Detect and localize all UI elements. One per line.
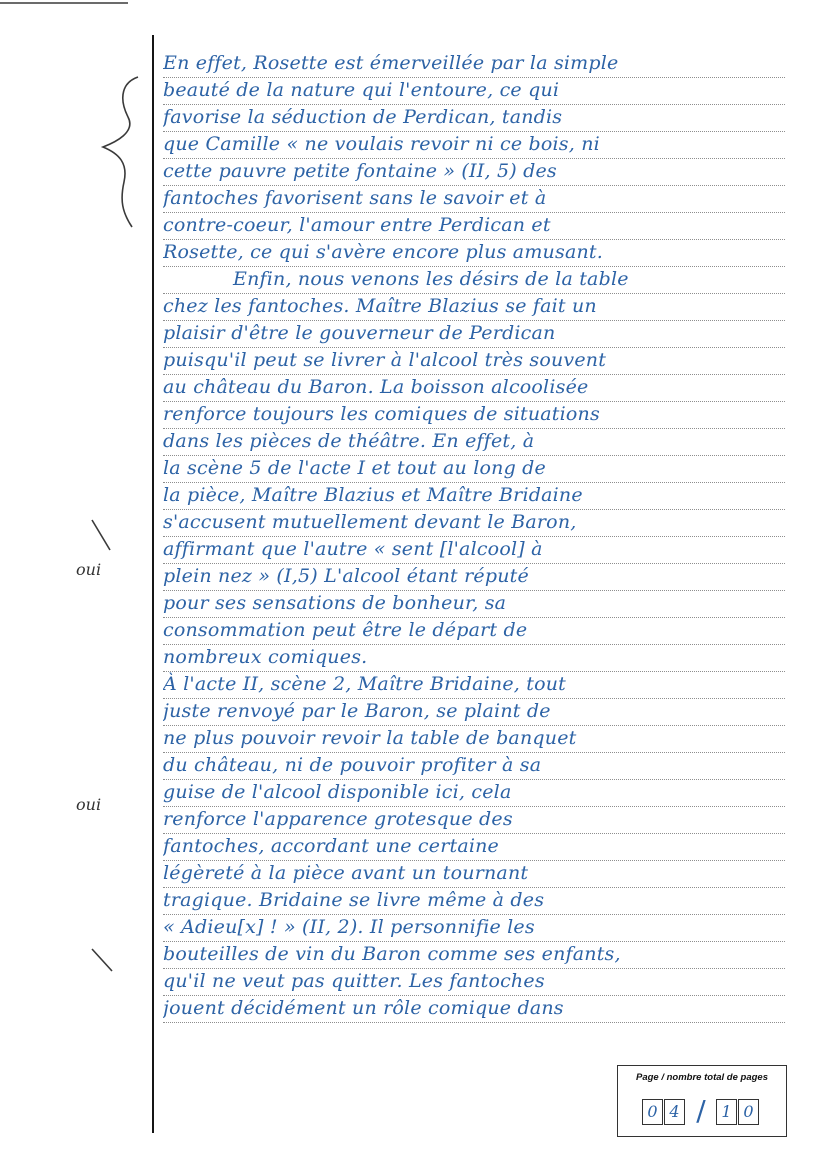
margin-note: oui [76, 795, 102, 814]
top-edge-line [0, 2, 128, 4]
text-line: contre-coeur, l'amour entre Perdican et [163, 212, 785, 240]
page-total-digit: 1 [716, 1099, 737, 1125]
text-line: la pièce, Maître Blazius et Maître Bridaine [163, 482, 785, 510]
page-separator: / [696, 1094, 706, 1127]
text-line: au château du Baron. La boisson alcoolisée [163, 374, 785, 402]
text-line: légèreté à la pièce avant un tournant [163, 860, 785, 888]
text-line: puisqu'il peut se livrer à l'alcool très souvent [163, 347, 785, 375]
text-line: renforce l'apparence grotesque des [163, 806, 785, 834]
text-line: la scène 5 de l'acte I et tout au long de [163, 455, 785, 483]
text-line: dans les pièces de théâtre. En effet, à [163, 428, 785, 456]
margin-tick-mark [88, 516, 118, 556]
text-line: du château, ni de pouvoir profiter à sa [163, 752, 785, 780]
handwritten-page [155, 0, 828, 1171]
text-line: tragique. Bridaine se livre même à des [163, 887, 785, 915]
page-current-digit: 4 [664, 1099, 685, 1125]
text-line: Enfin, nous venons les désirs de la table [163, 266, 785, 294]
page-number-box [617, 1065, 787, 1137]
text-line: bouteilles de vin du Baron comme ses enfants, [163, 941, 785, 969]
text-line: fantoches favorisent sans le savoir et à [163, 185, 785, 213]
margin-tick-mark [88, 945, 118, 985]
text-line: juste renvoyé par le Baron, se plaint de [163, 698, 785, 726]
text-line: Rosette, ce qui s'avère encore plus amusant. [163, 239, 785, 267]
text-line: beauté de la nature qui l'entoure, ce qui [163, 77, 785, 105]
text-line: guise de l'alcool disponible ici, cela [163, 779, 785, 807]
text-line: En effet, Rosette est émerveillée par la simple [163, 50, 785, 78]
page-current-digit: 0 [642, 1099, 663, 1125]
text-line: consommation peut être le départ de [163, 617, 785, 645]
text-line: qu'il ne veut pas quitter. Les fantoches [163, 968, 785, 996]
page-number-caption: Page / nombre total de pages [636, 1072, 768, 1083]
text-line: pour ses sensations de bonheur, sa [163, 590, 785, 618]
text-line: À l'acte II, scène 2, Maître Bridaine, tout [163, 671, 785, 699]
text-line: fantoches, accordant une certaine [163, 833, 785, 861]
text-line: renforce toujours les comiques de situations [163, 401, 785, 429]
text-line: affirmant que l'autre « sent [l'alcool] à [163, 536, 785, 564]
margin-brace-mark [98, 72, 158, 232]
text-line: nombreux comiques. [163, 644, 785, 672]
text-line: plaisir d'être le gouverneur de Perdican [163, 320, 785, 348]
margin-note: oui [76, 560, 102, 579]
text-line: favorise la séduction de Perdican, tandis [163, 104, 785, 132]
text-line: plein nez » (I,5) L'alcool étant réputé [163, 563, 785, 591]
text-line: que Camille « ne voulais revoir ni ce bois, ni [163, 131, 785, 159]
text-line: chez les fantoches. Maître Blazius se fait un [163, 293, 785, 321]
text-line: s'accusent mutuellement devant le Baron, [163, 509, 785, 537]
text-line: « Adieu[x] ! » (II, 2). Il personnifie les [163, 914, 785, 942]
text-line: cette pauvre petite fontaine » (II, 5) des [163, 158, 785, 186]
text-line: ne plus pouvoir revoir la table de banquet [163, 725, 785, 753]
text-line: jouent décidément un rôle comique dans [163, 995, 785, 1023]
page-total-digit: 0 [738, 1099, 759, 1125]
